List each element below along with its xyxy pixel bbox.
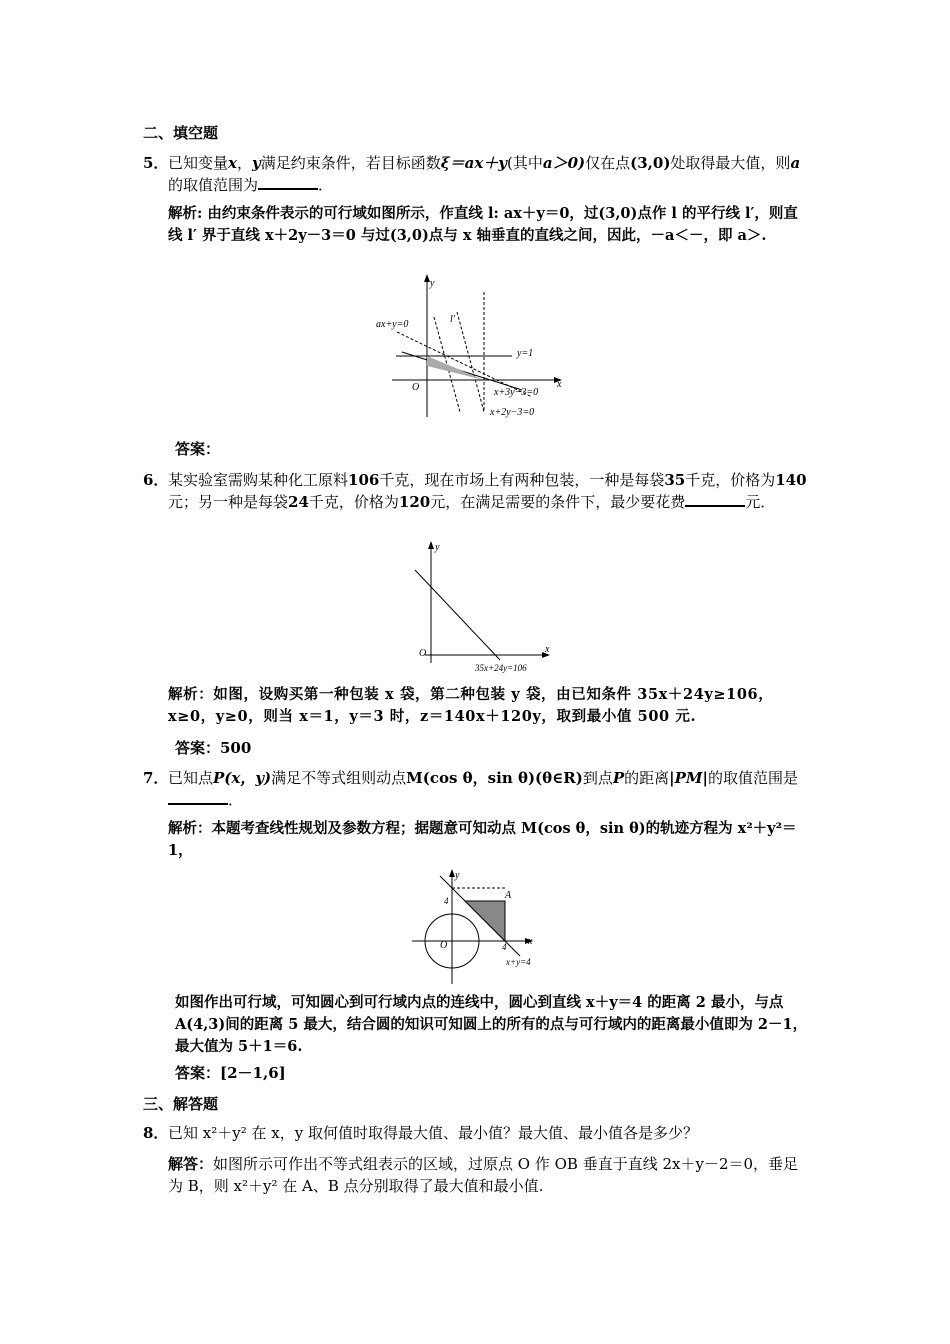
- question-5: [143, 152, 808, 196]
- y-label: y: [430, 278, 435, 289]
- solution-7a: 解析：本题考查线性规划及参数方程；据题意可知动点 M(cos θ，sin θ)的轨迹方程为 x²＋y²＝1，: [168, 820, 797, 859]
- y-label: y: [435, 542, 440, 553]
- feasible-region: [465, 901, 505, 941]
- answer-6: 答案：500: [175, 739, 252, 757]
- origin-label: O: [412, 382, 420, 393]
- section-heading-fill-blank: 二、填空题: [143, 124, 219, 142]
- feasible-region: [427, 356, 484, 380]
- point-p: P(x，y): [213, 769, 272, 787]
- line-label: x+y=4: [506, 957, 531, 967]
- text: 到点: [582, 769, 613, 787]
- text: ．: [318, 176, 334, 194]
- answer-7: 答案：[2－1,6]: [175, 1064, 286, 1082]
- solution-text: : 由约束条件表示的可行域如图所示，作直线 l: ax＋y＝0，过(3,0)点作 l 的平行线 l′，则直线 l′ 界于直线 x＋2y－3＝0 与过(3,0)点与 x 轴垂直的直线之间，因此，－a＜－，即 a＞.: [168, 205, 798, 244]
- question-number: 8．: [143, 1124, 169, 1142]
- var-y: y: [251, 154, 261, 172]
- x-label: x: [528, 936, 533, 947]
- text: 元；另一种是每袋: [168, 493, 289, 511]
- answer-blank[interactable]: [258, 174, 318, 190]
- question-text: [168, 767, 808, 811]
- text: 元，在满足需要的条件下，最少要花费: [430, 493, 686, 511]
- var-x: x: [228, 154, 237, 172]
- number: 120: [398, 493, 431, 511]
- solution-7b: 如图作出可行域，可知圆心到可行域内点的连线中，圆心到直线 x＋y＝4 的距离 2 最小，与点 A(4,3)间的距离 5 最大，结合圆的知识可知圆上的所有的点与可行域内的距离最小值即为 2－1，最大值为 5＋1＝6.: [175, 994, 808, 1055]
- solution-label: 解析: [168, 205, 197, 222]
- text: 元．: [745, 493, 776, 511]
- distance-pm: |PM|: [669, 769, 708, 787]
- text: 仅在点: [585, 154, 631, 172]
- line-y1-label: y=1: [517, 348, 534, 359]
- line2-label: x+2y−3=0: [490, 407, 535, 418]
- number: 24: [288, 493, 309, 511]
- text: 满足不等式组则动点: [271, 769, 407, 787]
- x-label: x: [557, 379, 562, 390]
- origin-label: O: [419, 648, 427, 659]
- text: 已知变量: [168, 154, 229, 172]
- line-lp-label: l′: [450, 314, 455, 325]
- number: 140: [775, 471, 807, 489]
- line-35x24y: [415, 570, 500, 660]
- solution-8: [168, 1153, 808, 1197]
- question-7: [143, 767, 808, 811]
- text: (其中: [506, 154, 543, 172]
- number: 35: [664, 471, 686, 489]
- line-label: 35x+24y=106: [475, 663, 527, 673]
- question-text: [168, 469, 808, 513]
- point-m: M(cos θ，sin θ)(θ∈R): [406, 769, 583, 787]
- figure-6: [405, 538, 555, 676]
- text: 千克，价格为: [308, 493, 399, 511]
- condition: a＞0): [542, 154, 586, 172]
- text: 的取值范围是: [707, 769, 798, 787]
- text: ．: [228, 791, 244, 809]
- text: 的距离: [624, 769, 670, 787]
- point: (3,0): [630, 154, 671, 172]
- point-a-label: A: [505, 890, 512, 901]
- line-l-label: ax+y=0: [376, 319, 409, 330]
- answer-blank[interactable]: [685, 491, 745, 507]
- var-a: a: [790, 154, 801, 172]
- text: 千克，现在市场上有两种包装，一种是每袋: [379, 471, 665, 489]
- objective-function: ξ＝ax＋y: [440, 154, 507, 172]
- text: 千克，价格为: [685, 471, 776, 489]
- question-number: 6．: [143, 471, 169, 489]
- question-text: 已知 x²＋y² 在 x，y 取何值时取得最大值、最小值？最大值、最小值各是多少？: [168, 1124, 698, 1142]
- figure-5: [372, 272, 582, 422]
- x-label: x: [545, 644, 550, 655]
- text: ，: [236, 154, 252, 172]
- origin-label: O: [440, 940, 448, 951]
- solution-5: [168, 203, 808, 247]
- text: 已知点: [168, 769, 214, 787]
- section-heading-solve: 三、解答题: [143, 1095, 219, 1113]
- line1-label: x+3y−3=0: [494, 387, 539, 398]
- solution-6: 解析：如图，设购买第一种包装 x 袋，第二种包装 y 袋，由已知条件 35x＋24y≥106，x≥0，y≥0，则当 x＝1，y＝3 时，z＝140x＋120y，取到最小值 500 元.: [168, 686, 774, 725]
- question-number: 7．: [143, 769, 169, 787]
- question-number: 5．: [143, 154, 169, 172]
- number: 106: [348, 471, 380, 489]
- tick-4-y: 4: [444, 896, 449, 906]
- text: 某实验室需购某种化工原料: [168, 471, 349, 489]
- line-lp: [457, 312, 484, 412]
- y-arrow-icon: [428, 541, 434, 549]
- text: 处取得最大值，则: [670, 154, 791, 172]
- tick-4-x: 4: [502, 942, 507, 952]
- question-8: [143, 1122, 808, 1144]
- solution-text: 如图所示可作出不等式组表示的区域，过原点 O 作 OB 垂直于直线 2x＋y－2＝0，垂足为 B，则 x²＋y² 在 A、B 点分别取得了最大值和最小值.: [168, 1155, 799, 1195]
- y-label: y: [455, 870, 460, 881]
- text: 的取值范围为: [168, 176, 259, 194]
- solution-label: 解答：: [168, 1155, 214, 1173]
- answer-5: 答案：: [175, 440, 221, 458]
- text: 满足约束条件，若目标函数: [260, 154, 441, 172]
- question-6: [143, 469, 808, 513]
- figure-7: [410, 866, 545, 986]
- question-text: [168, 152, 808, 196]
- point-p: P: [612, 769, 625, 787]
- answer-blank[interactable]: [168, 789, 228, 805]
